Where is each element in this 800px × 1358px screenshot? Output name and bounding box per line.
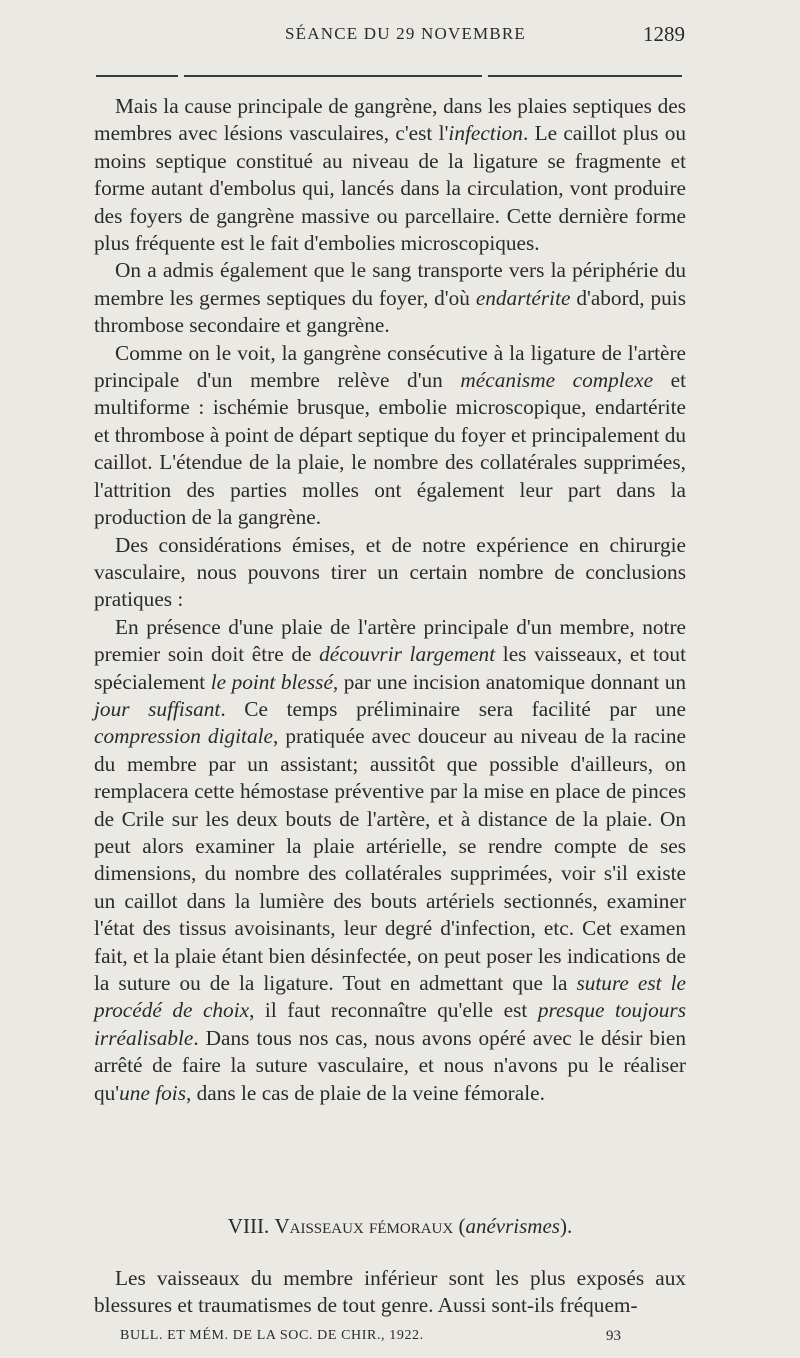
paragraph [94, 340, 686, 532]
header-rule-right [488, 75, 682, 77]
section-paren-open: ( [453, 1214, 466, 1238]
section-paren-close: ). [559, 1214, 573, 1238]
page-footer [0, 1328, 800, 1352]
italic-run: découvrir largement [319, 642, 496, 667]
italic-run: jour suffisant [94, 696, 221, 721]
paragraph [94, 614, 686, 1107]
text-run: , pratiquée avec douceur au niveau de la racine du membre par un assistant; aussitôt que possible d'ailleurs, on remplacera cette hémostase préventive par la mise en place de pinces de Crile sur les deux bouts de l'artère, et à distance de la plaie. On peut alors examiner la plaie artérielle, se rendre compte de ses dimensions, du nombre des collatérales supprimées, voir s'il existe un caillot dans la lumière des bouts artériels sectionnés, examiner l'état des tissus avoisinants, leur degré d'infection, etc. Cet examen fait, et la plaie étant bien désinfectée, on peut poser les indications de la suture ou de la ligature. Tout en admettant que la [94, 724, 686, 995]
text-run: et multiforme : ischémie brusque, embolie microscopique, endartérite et thrombose à point de départ septique du foyer et principalement du caillot. L'étendue de la plaie, le nombre des collatérales supprimées, l'attrition des parties molles ont également leur part dans la production de la gangrène. [94, 368, 686, 530]
section-title: Vaisseaux fémoraux [274, 1214, 454, 1238]
paragraph: Les vaisseaux du membre inférieur sont les plus exposés aux blessures et traumatismes de tout genre. Aussi sont-ils fréquem- [94, 1266, 686, 1318]
body-text [94, 93, 686, 1107]
text-run: En présence d'une plaie de l'artère principale d'un membre, notre premier soin doit être de [94, 614, 686, 667]
text-run: par une incision anatomique donnant un [338, 669, 686, 694]
header-rule-middle [184, 75, 482, 77]
signature-mark: 93 [606, 1328, 621, 1344]
italic-run: compression digitale [94, 724, 273, 749]
section-heading [0, 1214, 800, 1239]
italic-run: une fois [119, 1080, 186, 1105]
paragraph [94, 532, 686, 614]
text-run: , il faut reconnaître qu'elle est [249, 998, 538, 1023]
header-rule-left [96, 75, 178, 77]
italic-run: endartérite [475, 285, 571, 310]
section-text [94, 1265, 686, 1320]
section-number: VIII. [227, 1214, 270, 1238]
text-run: les vaisseaux, et tout spécialement [94, 642, 686, 694]
text-run: , dans le cas de plaie de la veine fémorale. [186, 1080, 545, 1105]
italic-run: suture est le procédé de choix [94, 971, 686, 1023]
italic-run: infection [448, 121, 523, 146]
paragraph [94, 257, 686, 339]
text-run: On a admis également que le sang transporte vers la périphérie du membre les germes septiques du foyer, d'où [94, 258, 686, 310]
text-run: Mais la cause principale de gangrène, dans les plaies septiques des membres avec lésions vasculaires, c'est l' [94, 94, 686, 146]
text-run: . Dans tous nos cas, nous avons opéré avec le désir bien arrêté de faire la suture vasculaire, et nous n'avons pu le réaliser qu' [94, 1025, 686, 1105]
journal-citation: BULL. ET MÉM. DE LA SOC. DE CHIR., 1922. [120, 1328, 424, 1343]
text-run: . Le caillot plus ou moins septique constitué au niveau de la ligature se fragmente et forme autant d'embolus qui, lancés dans la circulation, vont produire des foyers de gangrène massive ou parcellaire. Cette dernière forme plus fréquente est le fait d'embolies microscopiques. [94, 121, 686, 256]
running-title: SÉANCE DU 29 NOVEMBRE [285, 24, 527, 43]
text-run: Des considérations émises, et de notre expérience en chirurgie vasculaire, nous pouvons tirer un certain nombre de conclusions pratiques : [94, 532, 686, 612]
page-number: 1289 [643, 22, 685, 46]
running-header [0, 22, 800, 52]
italic-run: mécanisme complexe [460, 368, 654, 393]
text-run: . Ce temps préliminaire sera facilité par une [220, 696, 687, 721]
italic-run: presque toujours irréalisable [94, 998, 686, 1050]
section-subtitle: anévrismes [465, 1214, 560, 1238]
text-run: d'abord, puis thrombose secondaire et gangrène. [94, 285, 687, 338]
paragraph [94, 93, 686, 257]
text-run: Comme on le voit, la gangrène consécutive à la ligature de l'artère principale d'un membre relève d'un [94, 340, 686, 393]
italic-run: le point blessé, [210, 669, 339, 694]
